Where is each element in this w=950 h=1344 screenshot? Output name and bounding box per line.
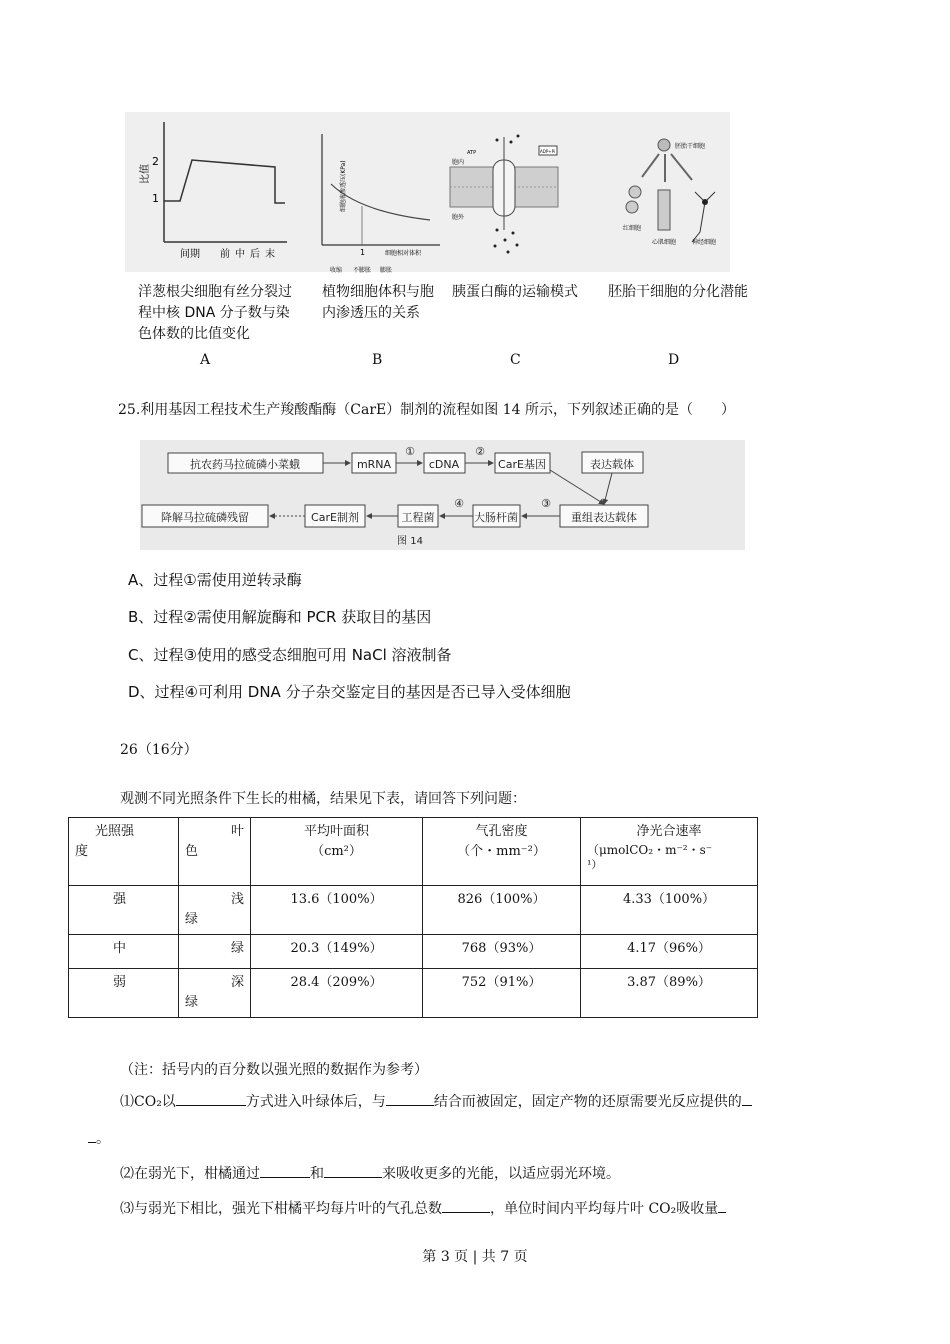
option-a: A、过程①需使用逆转录酶 xyxy=(128,571,302,589)
question-25-stem: 25.利用基因工程技术生产羧酸酯酶（CarE）制剂的流程如图 14 所示，下列叙述正确的是（ ） xyxy=(118,402,735,418)
caption-b xyxy=(322,282,434,324)
header-leaf-color xyxy=(179,818,251,886)
figure-d-stem-cells xyxy=(623,139,716,246)
cell-area: 28.4（209%） xyxy=(251,969,423,1018)
page-footer: 第 3 页 | 共 7 页 xyxy=(422,1249,528,1265)
heart-cell-label: 心肌细胞 xyxy=(652,239,677,246)
tick-1: 1 xyxy=(152,192,159,205)
caption-line: 洋葱根尖细胞有丝分裂过 xyxy=(138,284,292,300)
header-text: （个・mm⁻²） xyxy=(457,844,546,859)
header-text: （cm²） xyxy=(311,844,362,859)
inside-label: 胞内 xyxy=(452,159,465,166)
caption-c: 胰蛋白酶的运输模式 xyxy=(452,284,578,300)
cell-density: 768（93%） xyxy=(423,935,581,969)
question-26-heading: 26（16分） xyxy=(120,742,198,758)
cell-light: 强 xyxy=(69,886,179,935)
state-label: 收缩 xyxy=(330,267,343,274)
figure-b-graph xyxy=(322,134,440,274)
cell-density: 752（91%） xyxy=(423,969,581,1018)
citrus-light-table xyxy=(68,817,758,1018)
flow-box-expression-vector: 表达载体 xyxy=(590,458,634,471)
figure-a-graph xyxy=(138,122,287,260)
x-label: 后 xyxy=(250,249,260,260)
q3-text: ⑶与弱光下相比，强光下柑橘平均每片叶的气孔总数 xyxy=(120,1201,442,1217)
option-c: C、过程③使用的感受态细胞可用 NaCl 溶液制备 xyxy=(128,646,452,664)
q2-text: 和 xyxy=(310,1166,324,1182)
state-label: 膨胀 xyxy=(380,267,393,274)
tick-2: 2 xyxy=(152,155,159,168)
answer-blank[interactable] xyxy=(386,1091,434,1106)
red-cell-label: 红细胞 xyxy=(623,225,642,232)
x-label: 间期 xyxy=(180,249,200,260)
top-figures xyxy=(125,112,735,277)
color-text: 绿 xyxy=(185,912,199,927)
table-note: （注：括号内的百分数以强光照的数据作为参考） xyxy=(120,1062,428,1078)
answer-blank[interactable] xyxy=(742,1091,752,1106)
sub-question-2 xyxy=(120,1163,620,1183)
q2-text: ⑵在弱光下，柑橘通过 xyxy=(120,1166,260,1182)
flowchart-figure-14 xyxy=(140,440,745,550)
header-text: ¹） xyxy=(587,858,603,871)
cell-area: 20.3（149%） xyxy=(251,935,423,969)
flow-box-cdna: cDNA xyxy=(428,458,460,471)
q1-text: 方式进入叶绿体后，与 xyxy=(245,1094,386,1110)
table-header-row xyxy=(69,818,758,886)
sub-question-1-continued xyxy=(88,1128,110,1148)
header-text: 叶 xyxy=(230,824,244,839)
nerve-cell-label: 神经细胞 xyxy=(692,239,717,246)
cell-rate: 3.87（89%） xyxy=(581,969,758,1018)
answer-blank[interactable] xyxy=(718,1198,726,1213)
cell-rate: 4.33（100%） xyxy=(581,886,758,935)
header-stomatal-density xyxy=(423,818,581,886)
header-text: 度 xyxy=(75,844,89,859)
caption-line: 内渗透压的关系 xyxy=(322,305,420,321)
caption-d: 胚胎干细胞的分化潜能 xyxy=(608,284,748,300)
step-4-label: ④ xyxy=(454,497,464,510)
x-mark: 1 xyxy=(360,248,366,257)
cell-color xyxy=(179,886,251,935)
caption-a xyxy=(138,282,292,345)
flow-box-mrna: mRNA xyxy=(356,458,392,471)
adp-label: ADP+Pi xyxy=(540,149,556,154)
state-label: 不膨胀 xyxy=(353,267,372,274)
atp-label: ATP xyxy=(467,150,477,156)
cell-light: 弱 xyxy=(69,969,179,1018)
table-row xyxy=(69,886,758,935)
cell-color: 绿 xyxy=(179,935,251,969)
header-text: 色 xyxy=(185,844,199,859)
flow-box-e-coli: 大肠杆菌 xyxy=(474,511,518,524)
q1-text: ⑴CO₂以 xyxy=(120,1094,176,1110)
flow-box-cabbage-moth: 抗农药马拉硫磷小菜蛾 xyxy=(190,458,300,471)
header-text: 光照强 xyxy=(95,824,135,839)
header-net-photosynthesis xyxy=(581,818,758,886)
x-label: 末 xyxy=(265,249,275,260)
y-label: 比值 xyxy=(140,164,151,184)
cell-area: 13.6（100%） xyxy=(251,886,423,935)
cell-density: 826（100%） xyxy=(423,886,581,935)
header-text: 净光合速率 xyxy=(636,824,702,839)
step-2-label: ② xyxy=(475,445,485,458)
answer-blank[interactable] xyxy=(442,1198,490,1213)
q1-text: 。 xyxy=(96,1131,110,1147)
table-row xyxy=(69,969,758,1018)
header-leaf-area xyxy=(251,818,423,886)
cell-rate: 4.17（96%） xyxy=(581,935,758,969)
header-text: 气孔密度 xyxy=(475,824,528,839)
sub-question-3 xyxy=(120,1198,726,1218)
color-text: 深 xyxy=(230,975,244,990)
caption-line: 程中核 DNA 分子数与染 xyxy=(138,305,290,321)
color-text: 浅 xyxy=(230,892,244,907)
flow-box-engineered-bacteria: 工程菌 xyxy=(401,511,435,524)
flow-box-care-preparation: CarE制剂 xyxy=(311,511,359,524)
table-row xyxy=(69,935,758,969)
x-label: 前 xyxy=(220,249,230,260)
flow-box-care-gene: CarE基因 xyxy=(498,458,546,471)
answer-blank[interactable] xyxy=(260,1163,310,1178)
answer-blank[interactable] xyxy=(176,1091,246,1106)
option-letter-d: D xyxy=(668,352,680,368)
option-letter-c: C xyxy=(510,352,521,368)
option-letter-a: A xyxy=(200,352,211,368)
stem-cell-label: 胚胎干细胞 xyxy=(675,143,706,150)
answer-blank[interactable] xyxy=(324,1163,382,1178)
header-light xyxy=(69,818,179,886)
question-26-intro: 观测不同光照条件下生长的柑橘，结果见下表，请回答下列问题： xyxy=(120,791,526,807)
option-d: D、过程④可利用 DNA 分子杂交鉴定目的基因是否已导入受体细胞 xyxy=(128,683,571,701)
answer-blank[interactable] xyxy=(88,1128,96,1143)
option-b: B、过程②需使用解旋酶和 PCR 获取目的基因 xyxy=(128,608,432,626)
caption-line: 植物细胞体积与胞 xyxy=(322,284,434,300)
y-label: 细胞液渗透压(KPa) xyxy=(340,160,347,212)
caption-line: 色体数的比值变化 xyxy=(138,326,250,342)
q1-text: 结合而被固定，固定产物的还原需要光反应提供的 xyxy=(433,1094,742,1110)
q3-text: ，单位时间内平均每片叶 CO₂吸收量 xyxy=(490,1201,719,1217)
x-label: 细胞相对体积 xyxy=(385,250,422,257)
step-3-label: ③ xyxy=(541,497,551,510)
header-text: （μmolCO₂・m⁻²・s⁻ xyxy=(587,843,713,857)
q2-text: 来吸收更多的光能，以适应弱光环境。 xyxy=(382,1166,620,1182)
sub-question-1 xyxy=(120,1091,752,1111)
color-text: 绿 xyxy=(185,995,199,1010)
cell-color xyxy=(179,969,251,1018)
step-1-label: ① xyxy=(405,445,415,458)
option-letter-b: B xyxy=(372,352,383,368)
flow-box-degrade-residue: 降解马拉硫磷残留 xyxy=(161,511,249,524)
x-label: 中 xyxy=(235,249,245,260)
cell-light: 中 xyxy=(69,935,179,969)
figure-c-membrane xyxy=(450,135,558,254)
figure-label: 图 14 xyxy=(397,536,423,547)
flow-box-recombinant-vector: 重组表达载体 xyxy=(571,511,637,524)
outside-label: 胞外 xyxy=(452,214,465,221)
header-text: 平均叶面积 xyxy=(303,824,369,839)
